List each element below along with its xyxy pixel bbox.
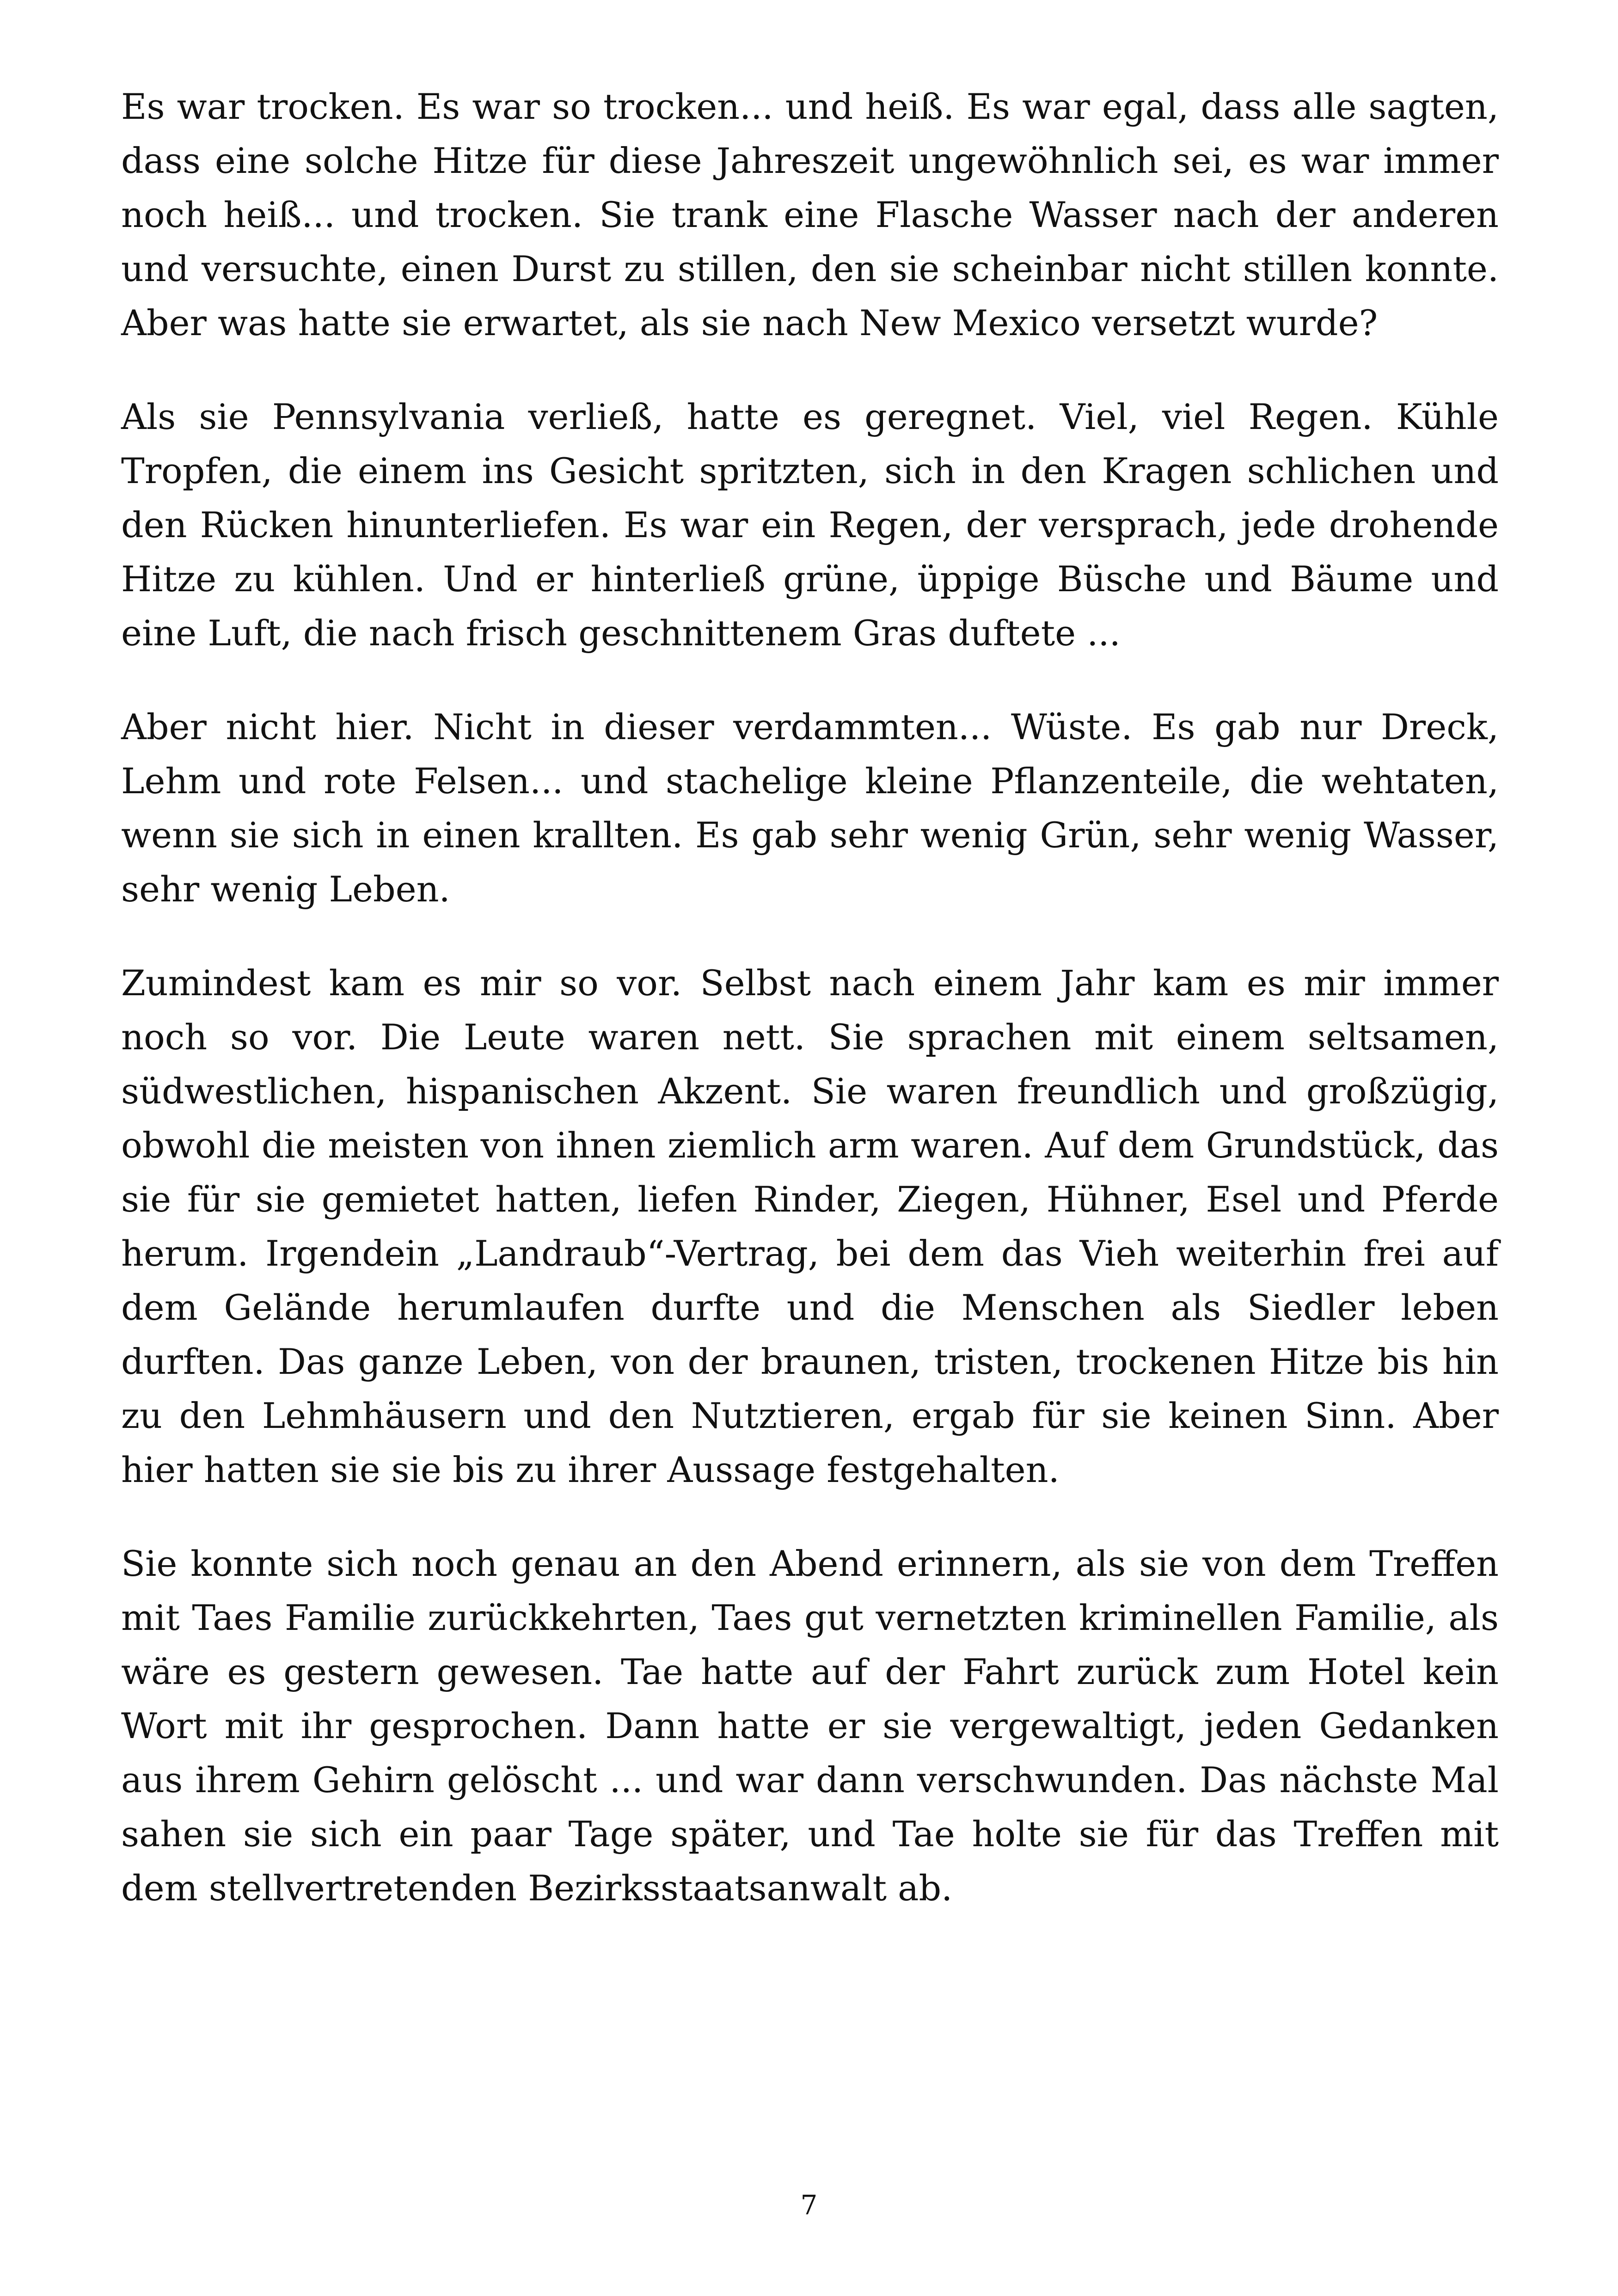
paragraph-3: Aber nicht hier. Nicht in dieser verdammten... Wüste. Es gab nur Dreck, Lehm und rote Felsen... und stachelige kleine Pflanzenteile, die wehtaten, wenn sie sich in einen krallten. Es gab sehr wenig Grün, sehr wenig Wasser, sehr wenig Leben. (121, 706, 1499, 910)
paragraph-1: Es war trocken. Es war so trocken... und heiß. Es war egal, dass alle sagten, dass eine solche Hitze für diese Jahreszeit ungewöhnlich sei, es war immer noch heiß... und trocken. Sie trank eine Flasche Wasser nach der anderen und versuchte, einen Durst zu stillen, den sie scheinbar nicht stillen konnte. Aber was hatte sie erwartet, als sie nach New Mexico versetzt wurde? (121, 86, 1499, 343)
body-text (121, 80, 1499, 1955)
paragraph-2: Als sie Pennsylvania verließ, hatte es geregnet. Viel, viel Regen. Kühle Tropfen, die einem ins Gesicht spritzten, sich in den Kragen schlichen und den Rücken hinunterliefen. Es war ein Regen, der versprach, jede drohende Hitze zu kühlen. Und er hinterließ grüne, üppige Büsche und Bäume und eine Luft, die nach frisch geschnittenem Gras duftete ... (121, 396, 1499, 654)
paragraph-5: Sie konnte sich noch genau an den Abend erinnern, als sie von dem Treffen mit Taes Familie zurückkehrten, Taes gut vernetzten kriminellen Familie, als wäre es gestern gewesen. Tae hatte auf der Fahrt zurück zum Hotel kein Wort mit ihr gesprochen. Dann hatte er sie vergewaltigt, jeden Gedanken aus ihrem Gehirn gelöscht ... und war dann verschwunden. Das nächste Mal sahen sie sich ein paar Tage später, und Tae holte sie für das Treffen mit dem stellvertretenden Bezirksstaatsanwalt ab. (121, 1543, 1499, 1909)
paragraph-4: Zumindest kam es mir so vor. Selbst nach einem Jahr kam es mir immer noch so vor. Die Leute waren nett. Sie sprachen mit einem seltsamen, südwestlichen, hispanischen Akzent. Sie waren freundlich und großzügig, obwohl die meisten von ihnen ziemlich arm waren. Auf dem Grundstück, das sie für sie gemietet hatten, liefen Rinder, Ziegen, Hühner, Esel und Pferde herum. Irgendein „Landraub“-Vertrag, bei dem das Vieh weiterhin frei auf dem Gelände herumlaufen durfte und die Menschen als Siedler leben durften. Das ganze Leben, von der braunen, tristen, trockenen Hitze bis hin zu den Lehmhäusern und den Nutztieren, ergab für sie keinen Sinn. Aber hier hatten sie sie bis zu ihrer Aussage festgehalten. (121, 962, 1499, 1490)
page-number: 7 (800, 2189, 818, 2221)
